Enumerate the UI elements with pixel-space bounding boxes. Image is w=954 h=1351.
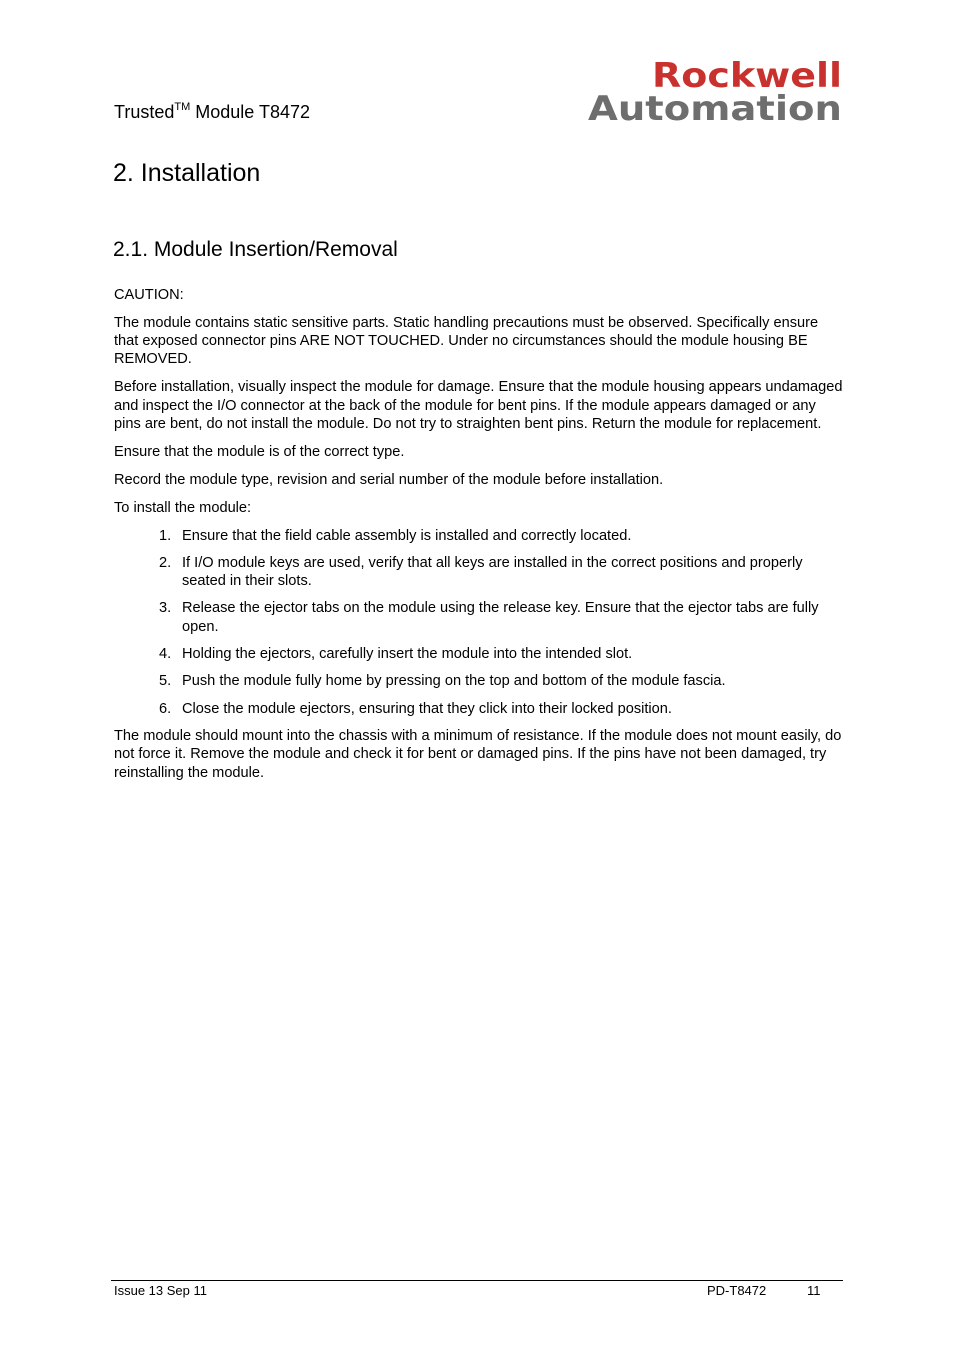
product-name: Trusted [114,102,175,122]
paragraph-install-intro: To install the module: [114,499,252,516]
step-number: 1. [159,527,172,544]
paragraph-static-warning: The module contains static sensitive parts. Static handling precautions must be observed. Specifically ensure that exposed connector pins ARE NOT TOUCHED. Under no circumstances should the module housing BE REMOVED. [114,314,819,368]
paragraph-inspection: Before installation, visually inspect the module for damage. Ensure that the module housing appears undamaged and inspect the I/O connector at the back of the module for bent pins. If the module appears damaged or any pins are bent, do not install the module. Do not try to straighten bent pins. Return the module for replacement. [114,379,843,432]
list-item [114,554,844,591]
step-text: Ensure that the field cable assembly is installed and correctly located. [182,527,632,544]
step-text: Close the module ejectors, ensuring that they click into their locked position. [182,700,672,717]
list-item [114,645,844,663]
section-title: 2. Installation [113,159,261,187]
footer-doc-id: PD-T8472 [707,1283,767,1298]
subsection-title: 2.1. Module Insertion/Removal [113,238,398,261]
logo-line-rockwell: Rockwell [652,58,842,96]
paragraph-correct-type: Ensure that the module is of the correct type. [114,443,405,460]
list-item [114,700,844,718]
install-steps-list [114,527,844,718]
list-item [114,672,844,690]
footer-divider [111,1280,843,1281]
trademark-mark: TM [174,101,191,113]
step-text: Release the ejector tabs on the module using the release key. Ensure that the ejector tabs are fully open. [182,600,819,635]
list-item [114,599,844,636]
list-item [114,527,844,545]
rockwell-automation-logo [588,58,844,126]
paragraph-record-details: Record the module type, revision and serial number of the module before installation. [114,471,664,488]
footer-issue: Issue 13 Sep 11 [114,1283,207,1298]
step-number: 2. [159,554,172,571]
section-body [114,286,844,791]
step-number: 4. [159,646,172,663]
step-text: If I/O module keys are used, verify that all keys are installed in the correct positions and properly seated in their slots. [182,554,803,590]
caution-label: CAUTION: [114,287,184,303]
paragraph-closing: The module should mount into the chassis with a minimum of resistance. If the module does not mount easily, do not force it. Remove the module and check it for bent or damaged pins. If the pins have not been damaged, try reinstalling the module. [114,727,842,781]
document-header [114,100,310,124]
page-number: 11 [807,1283,821,1298]
step-number: 5. [159,673,172,690]
step-text: Holding the ejectors, carefully insert the module into the intended slot. [182,646,633,663]
step-number: 3. [159,600,172,617]
step-text: Push the module fully home by pressing on the top and bottom of the module fascia. [182,673,726,690]
logo-line-automation: Automation [588,89,842,126]
module-name: Module T8472 [190,102,311,122]
step-number: 6. [159,700,172,717]
